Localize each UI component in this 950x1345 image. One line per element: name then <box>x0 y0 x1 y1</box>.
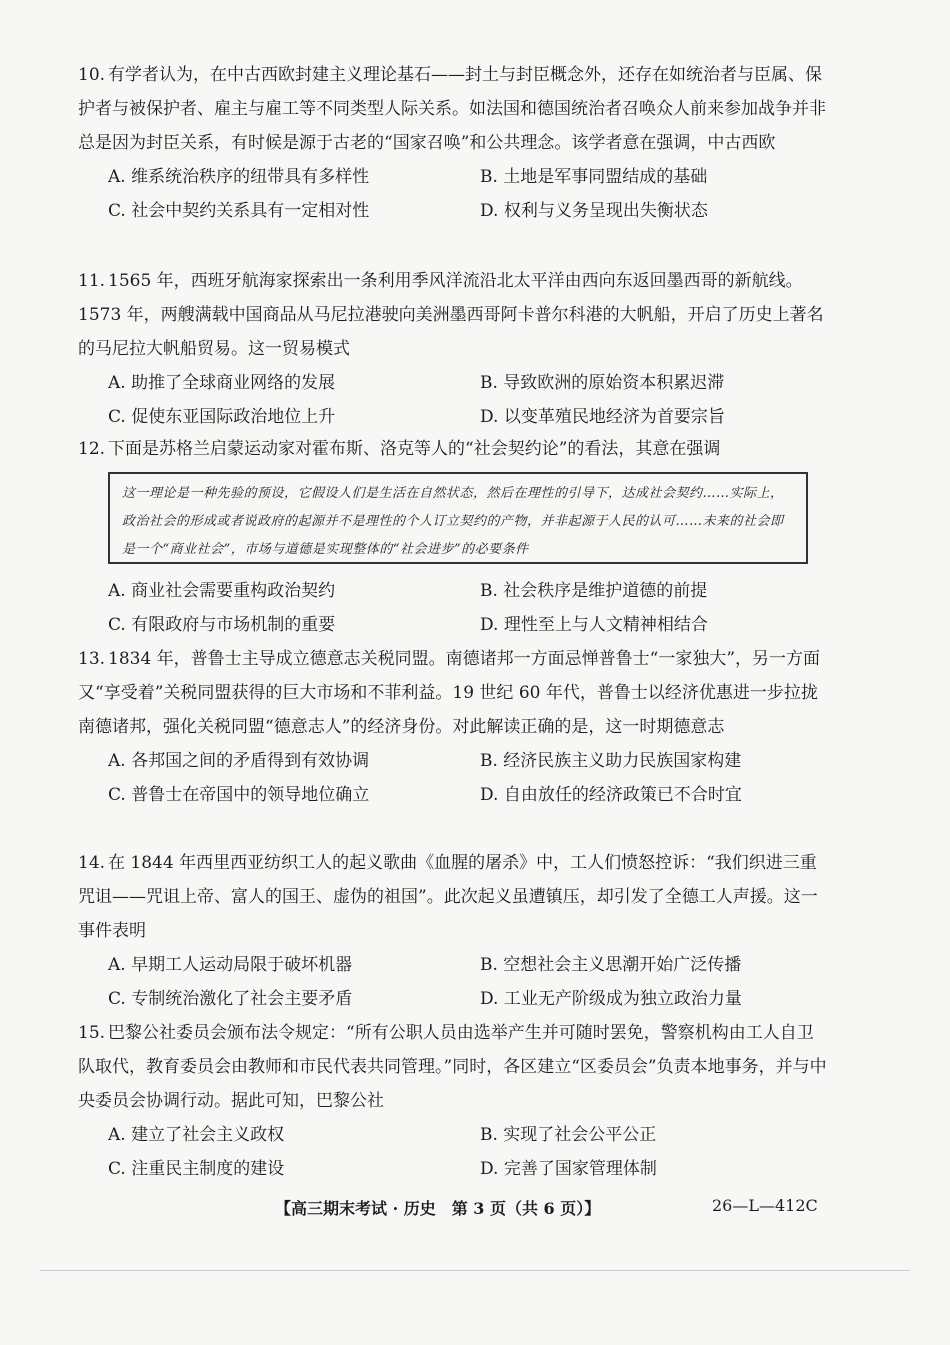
question-stem <box>78 846 828 948</box>
footer-title: 【高三期末考试 · 历史 第 3 页（共 6 页）】 <box>275 1199 601 1218</box>
question-13 <box>78 642 828 814</box>
option-d: D. 权利与义务呈现出失衡状态 <box>480 201 708 221</box>
question-11 <box>78 264 828 436</box>
question-number: 14. <box>78 853 106 873</box>
question-stem <box>78 58 828 160</box>
question-number: 12. <box>78 439 106 459</box>
option-a: A. 建立了社会主义政权 <box>108 1125 285 1145</box>
question-number: 15. <box>78 1023 106 1043</box>
question-text: 1834 年，普鲁士主导成立德意志关税同盟。南德诸邦一方面忌惮普鲁士“一家独大”，另一方面又“享受着”关税同盟获得的巨大市场和不菲利益。19 世纪 60 年代，普鲁士以经济优惠进一步拉拢南德诸邦，强化关税同盟“德意志人”的经济身份。对此解读正确的是，这一时期德意志 <box>78 649 821 737</box>
option-b: B. 社会秩序是维护道德的前提 <box>480 581 708 601</box>
question-12-options <box>78 574 828 644</box>
option-b: B. 空想社会主义思潮开始广泛传播 <box>480 955 742 975</box>
exam-code: 26—L—412C <box>712 1196 818 1215</box>
option-d: D. 自由放任的经济政策已不合时宜 <box>480 785 742 805</box>
option-a: A. 商业社会需要重构政治契约 <box>108 581 336 601</box>
option-d: D. 以变革殖民地经济为首要宗旨 <box>480 407 725 427</box>
option-c: C. 注重民主制度的建设 <box>108 1159 285 1179</box>
option-a: A. 各邦国之间的矛盾得到有效协调 <box>108 751 370 771</box>
option-c: C. 社会中契约关系具有一定相对性 <box>108 201 370 221</box>
options <box>78 160 828 230</box>
option-c: C. 普鲁士在帝国中的领导地位确立 <box>108 785 370 805</box>
question-text: 巴黎公社委员会颁布法令规定：“所有公职人员由选举产生并可随时罢免，警察机构由工人自卫队取代，教育委员会由教师和市民代表共同管理。”同时，各区建立“区委员会”负责本地事务，并与中央委员会协调行动。据此可知，巴黎公社 <box>78 1023 827 1111</box>
question-number: 13. <box>78 649 106 669</box>
options <box>78 1118 828 1188</box>
option-d: D. 理性至上与人文精神相结合 <box>480 615 708 635</box>
options <box>78 574 828 644</box>
question-12 <box>78 432 828 466</box>
option-b: B. 实现了社会公平公正 <box>480 1125 657 1145</box>
option-c: C. 专制统治激化了社会主要矛盾 <box>108 989 353 1009</box>
question-text: 在 1844 年西里西亚纺织工人的起义歌曲《血腥的屠杀》中，工人们愤怒控诉：“我们织进三重咒诅——咒诅上帝、富人的国王、虚伪的祖国”。此次起义虽遭镇压，却引发了全德工人声援。这一事件表明 <box>78 853 818 941</box>
option-d: D. 工业无产阶级成为独立政治力量 <box>480 989 742 1009</box>
question-number: 11. <box>78 271 106 291</box>
question-number: 10. <box>78 65 106 85</box>
question-stem <box>78 1016 828 1118</box>
option-a: A. 早期工人运动局限于破坏机器 <box>108 955 353 975</box>
option-b: B. 经济民族主义助力民族国家构建 <box>480 751 742 771</box>
quote-box: 这一理论是一种先验的预设，它假设人们是生活在自然状态，然后在理性的引导下，达成社会契约……实际上，政治社会的形成或者说政府的起源并不是理性的个人订立契约的产物，并非起源于人民的认可……未来的社会即是一个“商业社会”，市场与道德是实现整体的“社会进步”的必要条件 <box>108 472 808 564</box>
question-10 <box>78 58 828 230</box>
question-stem <box>78 642 828 744</box>
divider <box>40 1270 910 1271</box>
question-stem <box>78 432 828 466</box>
option-a: A. 助推了全球商业网络的发展 <box>108 373 336 393</box>
option-d: D. 完善了国家管理体制 <box>480 1159 657 1179</box>
option-a: A. 维系统治秩序的纽带具有多样性 <box>108 167 370 187</box>
question-14 <box>78 846 828 1018</box>
option-c: C. 促使东亚国际政治地位上升 <box>108 407 336 427</box>
options <box>78 948 828 1018</box>
options <box>78 366 828 436</box>
option-c: C. 有限政府与市场机制的重要 <box>108 615 336 635</box>
option-b: B. 土地是军事同盟结成的基础 <box>480 167 708 187</box>
option-b: B. 导致欧洲的原始资本积累迟滞 <box>480 373 725 393</box>
question-text: 有学者认为，在中古西欧封建主义理论基石——封土与封臣概念外，还存在如统治者与臣属、保护者与被保护者、雇主与雇工等不同类型人际关系。如法国和德国统治者召唤众人前来参加战争并非总是因为封臣关系，有时候是源于古老的“国家召唤”和公共理念。该学者意在强调，中古西欧 <box>78 65 826 153</box>
options <box>78 744 828 814</box>
question-stem <box>78 264 828 366</box>
question-text: 1565 年，西班牙航海家探索出一条利用季风洋流沿北太平洋由西向东返回墨西哥的新航线。1573 年，两艘满载中国商品从马尼拉港驶向美洲墨西哥阿卡普尔科港的大帆船，开启了历史上著名的马尼拉大帆船贸易。这一贸易模式 <box>78 271 824 359</box>
question-15 <box>78 1016 828 1188</box>
question-text: 下面是苏格兰启蒙运动家对霍布斯、洛克等人的“社会契约论”的看法，其意在强调 <box>108 439 721 459</box>
